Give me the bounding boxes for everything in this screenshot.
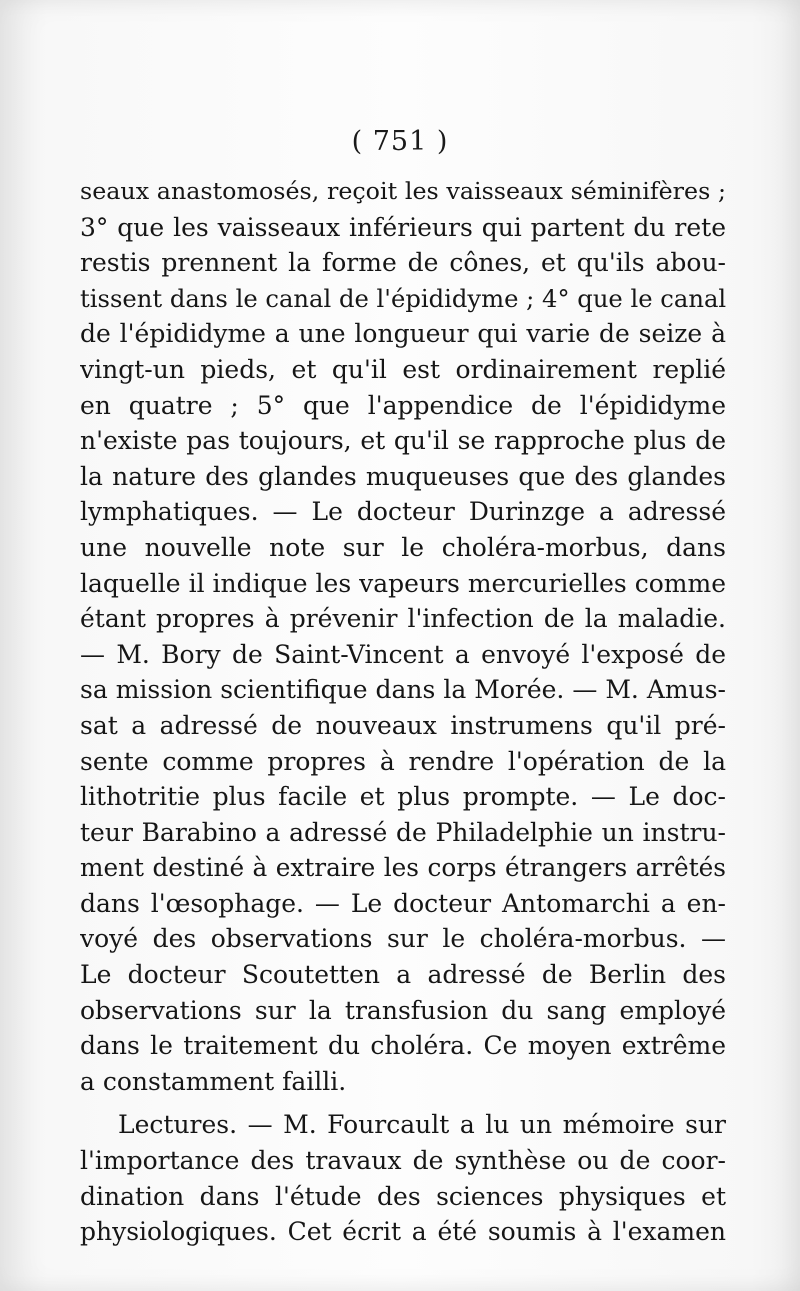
text-line: seaux anastomosés, reçoit les vaisseaux séminifères ; (80, 177, 726, 205)
text-line: sa mission scientifique dans la Morée. — M. Amus- (80, 675, 726, 705)
text-line: la nature des glandes muqueuses que des glandes (80, 461, 726, 491)
text-line: laquelle il indique les vapeurs mercurielles comme (80, 568, 726, 598)
text-line: lithotritie plus facile et plus prompte. — Le doc- (80, 782, 726, 812)
text-line: dination dans l'étude des sciences physiques et (80, 1181, 726, 1211)
text-line: étant propres à prévenir l'infection de la maladie. (80, 604, 726, 634)
text-line: 3° que les vaisseaux inférieurs qui partent du rete (80, 212, 726, 242)
text-line: en quatre ; 5° que l'appendice de l'épididyme (80, 390, 726, 420)
text-line: sente comme propres à rendre l'opération de la (80, 746, 726, 776)
text-line: une nouvelle note sur le choléra-morbus, dans (80, 532, 726, 562)
text-line: observations sur la transfusion du sang employé (80, 995, 726, 1025)
text-line: sat a adressé de nouveaux instrumens qu'il pré- (80, 710, 726, 740)
text-line: de l'épididyme a une longueur qui varie de seize à (80, 319, 726, 349)
text-line: n'existe pas toujours, et qu'il se rapproche plus de (80, 426, 726, 456)
text-line: restis prennent la forme de cônes, et qu'ils abou- (80, 248, 726, 278)
text-line: dans l'œsophage. — Le docteur Antomarchi a en- (80, 888, 726, 918)
text-line: tissent dans le canal de l'épididyme ; 4° que le canal (80, 283, 726, 313)
text-line: — M. Bory de Saint-Vincent a envoyé l'exposé de (80, 639, 726, 669)
page-number: ( 751 ) (351, 126, 449, 157)
text-line: vingt-un pieds, et qu'il est ordinairement replié (80, 354, 726, 384)
text-line: lymphatiques. — Le docteur Durinzge a adressé (80, 497, 726, 527)
text-line: Lectures. — M. Fourcault a lu un mémoire sur (118, 1110, 726, 1140)
text-line: l'importance des travaux de synthèse ou de coor- (80, 1146, 726, 1176)
body-text (80, 174, 726, 1250)
text-line: ment destiné à extraire les corps étrangers arrêtés (80, 853, 726, 883)
text-line: a constamment failli. (80, 1066, 347, 1096)
text-line: physiologiques. Cet écrit a été soumis à l'examen (80, 1217, 726, 1247)
text-line: dans le traitement du choléra. Ce moyen extrême (80, 1031, 726, 1061)
text-line: Le docteur Scoutetten a adressé de Berlin des (80, 960, 726, 990)
text-line: voyé des observations sur le choléra-morbus. — (80, 924, 726, 954)
text-line: teur Barabino a adressé de Philadelphie un instru- (80, 817, 726, 847)
